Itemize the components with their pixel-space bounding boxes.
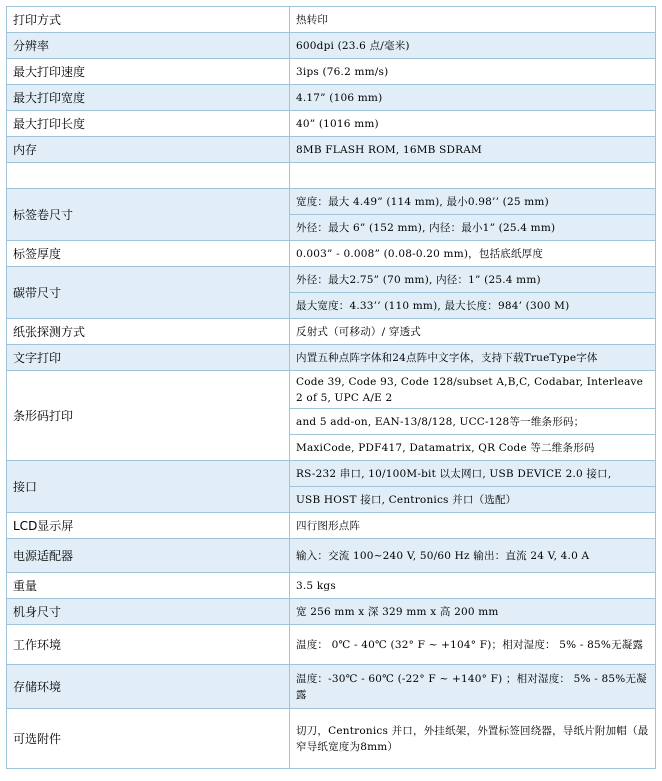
row-label: 工作环境	[7, 625, 290, 665]
row-label: 重量	[7, 573, 290, 599]
row-label	[7, 163, 290, 189]
row-label: LCD显示屏	[7, 513, 290, 539]
row-value: 3ips (76.2 mm/s)	[290, 59, 656, 85]
row-value: 四行图形点阵	[290, 513, 656, 539]
table-row	[7, 665, 656, 709]
table-row	[7, 513, 656, 539]
table-row	[7, 709, 656, 769]
table-row	[7, 573, 656, 599]
row-label: 存储环境	[7, 665, 290, 709]
spec-table	[6, 6, 656, 769]
row-value: 600dpi (23.6 点/毫米)	[290, 33, 656, 59]
row-value: 反射式（可移动）/ 穿透式	[290, 319, 656, 345]
row-value: Code 39, Code 93, Code 128/subset A,B,C, Codabar, Interleave 2 of 5, UPC A/E 2	[290, 371, 656, 409]
row-label: 纸张探测方式	[7, 319, 290, 345]
row-label: 可选附件	[7, 709, 290, 769]
row-value: 温度： 0℃ - 40℃ (32° F ~ +104° F)；相对湿度： 5% - 85%无凝露	[290, 625, 656, 665]
table-row	[7, 137, 656, 163]
row-label: 电源适配器	[7, 539, 290, 573]
row-value: 输入：交流 100~240 V, 50/60 Hz 输出：直流 24 V, 4.0 A	[290, 539, 656, 573]
row-value: 切刀，Centronics 并口，外挂纸架，外置标签回绕器，导纸片附加帽（最窄导纸宽度为8mm）	[290, 709, 656, 769]
table-row	[7, 111, 656, 137]
row-value: 3.5 kgs	[290, 573, 656, 599]
table-row	[7, 189, 656, 215]
table-row	[7, 59, 656, 85]
row-value: 宽度：最大 4.49” (114 mm), 最小0.98’’ (25 mm)	[290, 189, 656, 215]
row-label: 标签厚度	[7, 241, 290, 267]
table-row	[7, 625, 656, 665]
table-row	[7, 461, 656, 487]
row-value: MaxiCode, PDF417, Datamatrix, QR Code 等二维条形码	[290, 435, 656, 461]
row-value: 外径：最大 6” (152 mm), 内径：最小1” (25.4 mm)	[290, 215, 656, 241]
row-value: 外径：最大2.75” (70 mm), 内径：1” (25.4 mm)	[290, 267, 656, 293]
row-value: 最大宽度：4.33’’ (110 mm), 最大长度：984’ (300 M)	[290, 293, 656, 319]
table-row	[7, 33, 656, 59]
table-row	[7, 371, 656, 409]
row-value	[290, 163, 656, 189]
row-label: 最大打印宽度	[7, 85, 290, 111]
row-value: 温度：-30℃ - 60℃ (-22° F ~ +140° F) ；相对湿度： 5% - 85%无凝露	[290, 665, 656, 709]
table-row	[7, 85, 656, 111]
row-label: 文字打印	[7, 345, 290, 371]
row-value: 热转印	[290, 7, 656, 33]
row-value: 40” (1016 mm)	[290, 111, 656, 137]
table-row	[7, 345, 656, 371]
row-value: 宽 256 mm x 深 329 mm x 高 200 mm	[290, 599, 656, 625]
row-label: 最大打印长度	[7, 111, 290, 137]
row-label: 碳带尺寸	[7, 267, 290, 319]
table-row	[7, 7, 656, 33]
row-label: 内存	[7, 137, 290, 163]
table-row	[7, 241, 656, 267]
table-row	[7, 539, 656, 573]
row-label: 条形码打印	[7, 371, 290, 461]
row-value: 8MB FLASH ROM, 16MB SDRAM	[290, 137, 656, 163]
row-label: 标签卷尺寸	[7, 189, 290, 241]
row-value: RS-232 串口, 10/100M-bit 以太网口, USB DEVICE 2.0 接口,	[290, 461, 656, 487]
row-label: 接口	[7, 461, 290, 513]
row-label: 打印方式	[7, 7, 290, 33]
table-row	[7, 599, 656, 625]
row-value: USB HOST 接口, Centronics 并口（选配）	[290, 487, 656, 513]
table-row	[7, 319, 656, 345]
row-value: 4.17” (106 mm)	[290, 85, 656, 111]
row-value: 内置五种点阵字体和24点阵中文字体，支持下载TrueType字体	[290, 345, 656, 371]
table-row	[7, 163, 656, 189]
row-label: 最大打印速度	[7, 59, 290, 85]
row-label: 机身尺寸	[7, 599, 290, 625]
row-value: 0.003” - 0.008” (0.08-0.20 mm)，包括底纸厚度	[290, 241, 656, 267]
row-value: and 5 add-on, EAN-13/8/128, UCC-128等一维条形码；	[290, 409, 656, 435]
row-label: 分辨率	[7, 33, 290, 59]
table-row	[7, 267, 656, 293]
